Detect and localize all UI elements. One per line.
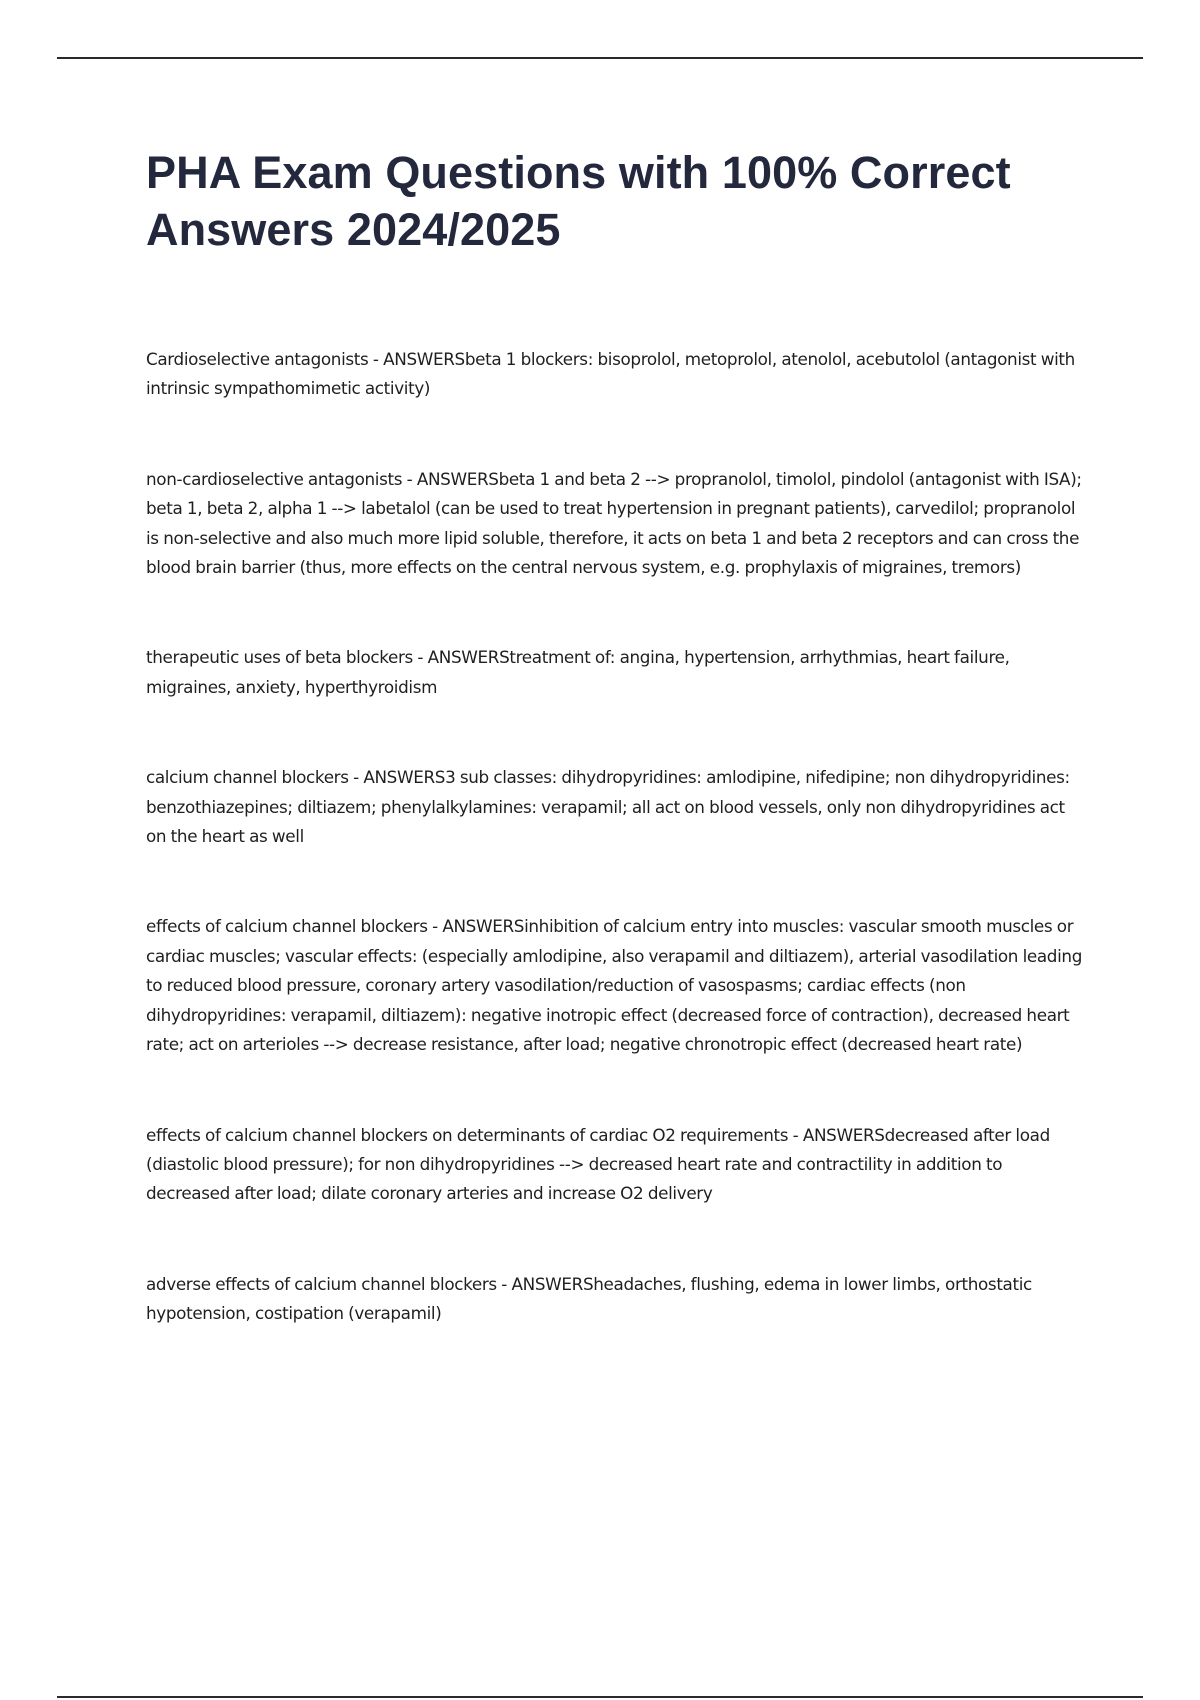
qa-separator: - bbox=[496, 1273, 512, 1294]
qa-answer: beta 1 blockers: bisoprolol, metoprolol, atenolol, acebutolol (antagonist with intrinsic sympathomimetic activity) bbox=[146, 349, 1075, 399]
qa-answer: headaches, flushing, edema in lower limbs, orthostatic hypotension, costipation (verapamil) bbox=[146, 1273, 1032, 1324]
qa-term: therapeutic uses of beta blockers bbox=[146, 647, 413, 668]
qa-item bbox=[146, 643, 1086, 702]
qa-answer: 3 sub classes: dihydropyridines: amlodipine, nifedipine; non dihydropyridines: benzothiazepines; diltiazem; phenylalkylamines: verapamil; all act on blood vessels, only non dihydropyridines act on the heart as well bbox=[146, 767, 1070, 847]
qa-answer-tag: ANSWERS bbox=[511, 1273, 594, 1294]
qa-term: effects of calcium channel blockers bbox=[146, 916, 428, 937]
qa-item bbox=[146, 1121, 1086, 1209]
bottom-rule bbox=[57, 1696, 1143, 1698]
qa-answer-tag: ANSWERS bbox=[416, 468, 499, 489]
qa-item bbox=[146, 345, 1086, 404]
qa-separator: - bbox=[427, 916, 443, 937]
qa-answer-tag: ANSWERS bbox=[383, 349, 465, 369]
qa-answer-tag: ANSWERS bbox=[802, 1124, 885, 1145]
qa-answer: treatment of: angina, hypertension, arrhythmias, heart failure, migraines, anxiety, hyperthyroidism bbox=[146, 647, 1010, 697]
qa-term: non-cardioselective antagonists bbox=[146, 468, 403, 489]
qa-term: effects of calcium channel blockers on determinants of cardiac O2 requirements bbox=[146, 1124, 789, 1145]
qa-term: Cardioselective antagonists bbox=[146, 349, 369, 369]
qa-list bbox=[146, 345, 1086, 1390]
document-title: PHA Exam Questions with 100% Correct Answers 2024/2025 bbox=[146, 147, 1011, 255]
qa-answer-tag: ANSWERS bbox=[363, 767, 446, 788]
qa-item bbox=[146, 912, 1086, 1059]
qa-answer: beta 1 and beta 2 --> propranolol, timolol, pindolol (antagonist with ISA); beta 1, beta 2, alpha 1 --> labetalol (can be used to treat hypertension in pregnant patients), carvedilol; propranolol is non-selective and also much more lipid soluble, therefore, it acts on beta 1 and beta 2 receptors and can cross the blood brain barrier (thus, more effects on the central nervous system, e.g. prophylaxis of migraines, tremors) bbox=[146, 468, 1082, 578]
qa-answer-tag: ANSWERS bbox=[427, 647, 510, 668]
qa-separator: - bbox=[402, 468, 417, 489]
qa-item bbox=[146, 763, 1086, 851]
qa-separator: - bbox=[348, 767, 364, 788]
qa-term: calcium channel blockers bbox=[146, 767, 349, 788]
qa-answer: decreased after load (diastolic blood pressure); for non dihydropyridines --> decreased heart rate and contractility in addition to decreased after load; dilate coronary arteries and increase O2 delivery bbox=[146, 1124, 1050, 1204]
qa-term: adverse effects of calcium channel blockers bbox=[146, 1273, 497, 1294]
qa-separator: - bbox=[412, 647, 428, 668]
qa-separator: - bbox=[368, 349, 384, 369]
qa-separator: - bbox=[788, 1124, 803, 1145]
qa-answer: inhibition of calcium entry into muscles: vascular smooth muscles or cardiac muscles; vascular effects: (especially amlodipine, also verapamil and diltiazem), arterial vasodilation leading to reduced blood pressure, coronary artery vasodilation/reduction of vasospasms; cardiac effects (non dihydropyridines: verapamil, diltiazem): negative inotropic effect (decreased force of contraction), decreased heart rate; act on arterioles --> decrease resistance, after load; negative chronotropic effect (decreased heart rate) bbox=[146, 916, 1083, 1055]
qa-item bbox=[146, 1270, 1086, 1329]
top-rule bbox=[57, 57, 1143, 59]
qa-answer-tag: ANSWERS bbox=[442, 916, 525, 937]
qa-item bbox=[146, 465, 1086, 583]
